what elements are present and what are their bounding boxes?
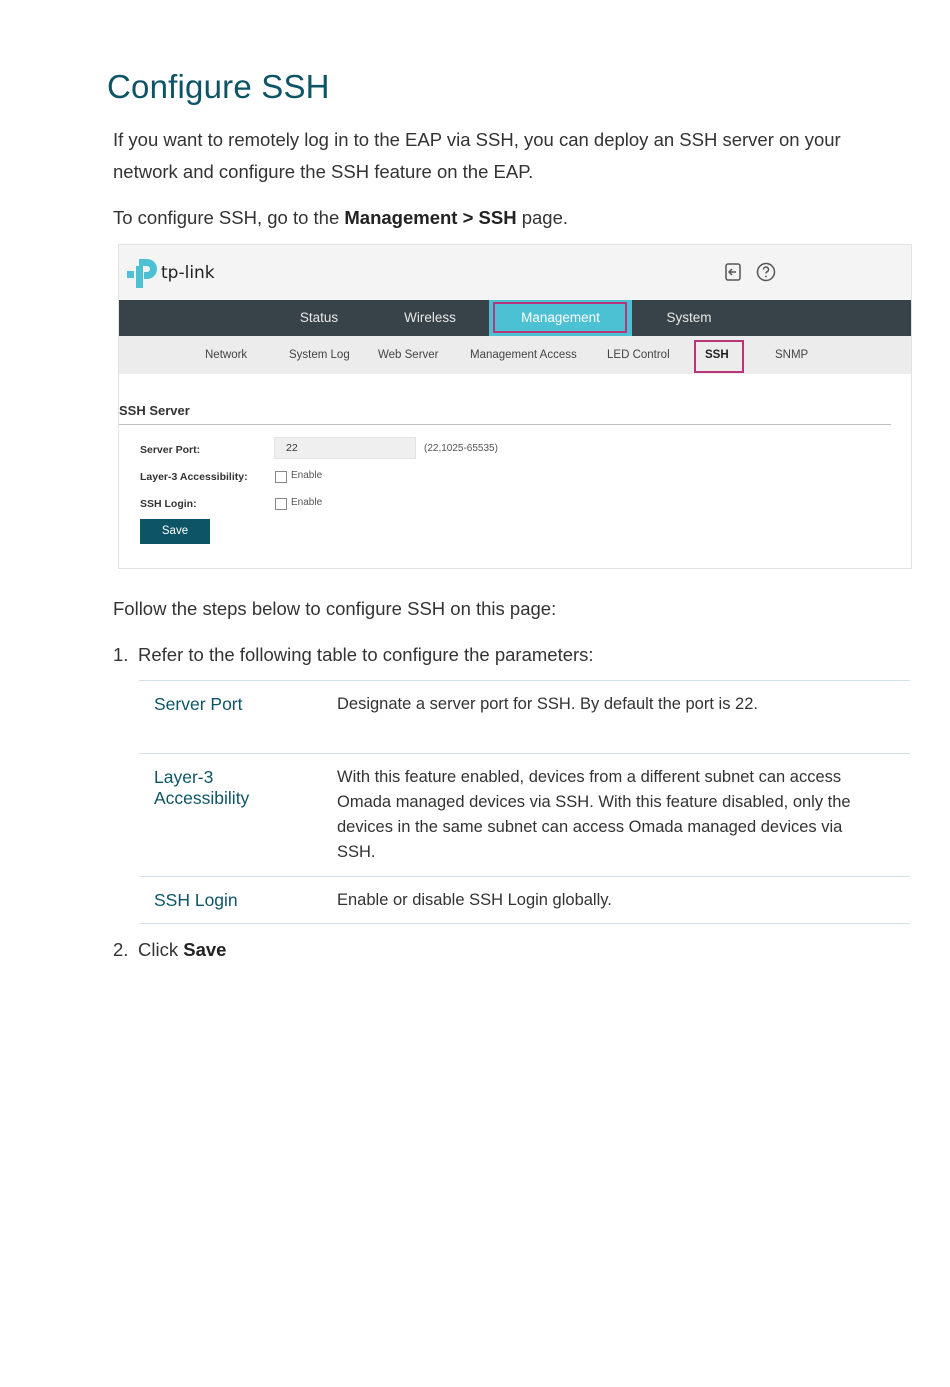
nav-suffix: page. bbox=[516, 207, 569, 228]
subtab-snmp[interactable]: SNMP bbox=[775, 349, 809, 361]
param-description-line: devices in the same subnet can access Omada managed devices via bbox=[337, 818, 843, 836]
intro-paragraph bbox=[113, 124, 841, 188]
sub-navigation bbox=[119, 336, 911, 374]
save-button[interactable]: Save bbox=[140, 519, 210, 544]
server-port-hint: (22,1025-65535) bbox=[424, 443, 498, 454]
section-divider bbox=[119, 424, 891, 425]
param-name-line: Server Port bbox=[154, 694, 243, 714]
param-description-line: SSH. bbox=[337, 843, 376, 861]
param-description bbox=[337, 888, 902, 913]
ssh-login-enable-label: Enable bbox=[291, 497, 323, 508]
step-1-text: Refer to the following table to configure the parameters: bbox=[138, 644, 594, 665]
layer3-accessibility-label: Layer-3 Accessibility: bbox=[140, 471, 248, 483]
screenshot-header bbox=[119, 245, 911, 300]
param-description-line: Omada managed devices via SSH. With this feature disabled, only the bbox=[337, 793, 851, 811]
server-port-input[interactable]: 22 bbox=[274, 437, 416, 459]
steps-intro: Follow the steps below to configure SSH on this page: bbox=[113, 598, 557, 619]
tab-status[interactable]: Status bbox=[299, 310, 339, 325]
ssh-settings-screenshot bbox=[118, 244, 912, 569]
parameter-table bbox=[139, 680, 910, 924]
logout-icon[interactable] bbox=[723, 262, 743, 282]
nav-prefix: To configure SSH, go to the bbox=[113, 207, 345, 228]
param-name-line: SSH Login bbox=[154, 890, 238, 910]
management-highlight-box bbox=[493, 302, 627, 333]
table-row bbox=[139, 753, 910, 876]
ssh-login-label: SSH Login: bbox=[140, 498, 197, 510]
param-description-line: Designate a server port for SSH. By default the port is 22. bbox=[337, 695, 758, 713]
ssh-highlight-box bbox=[694, 340, 744, 373]
subtab-led-control[interactable]: LED Control bbox=[607, 349, 670, 361]
tab-system[interactable]: System bbox=[666, 310, 712, 325]
layer3-enable-checkbox[interactable] bbox=[275, 471, 287, 483]
step-2-prefix: Click bbox=[138, 939, 184, 960]
layer3-enable-label: Enable bbox=[291, 470, 323, 481]
param-name bbox=[154, 767, 249, 809]
param-description bbox=[337, 692, 902, 717]
param-name bbox=[154, 890, 238, 911]
param-name-line: Accessibility bbox=[154, 788, 250, 808]
step-1-number: 1. bbox=[113, 644, 129, 665]
subtab-ssh[interactable]: SSH bbox=[705, 349, 729, 361]
param-description-line: Enable or disable SSH Login globally. bbox=[337, 891, 612, 909]
param-description bbox=[337, 765, 902, 865]
step-2-save-text: Save bbox=[183, 939, 227, 960]
ssh-login-enable-checkbox[interactable] bbox=[275, 498, 287, 510]
table-row bbox=[139, 876, 910, 924]
logo-text: tp-link bbox=[161, 263, 215, 283]
intro-line-1: If you want to remotely log in to the EAP via SSH, you can deploy an SSH server on your bbox=[113, 129, 841, 150]
help-icon[interactable] bbox=[756, 262, 776, 282]
page-title: Configure SSH bbox=[107, 68, 330, 105]
step-2-number: 2. bbox=[113, 939, 129, 960]
param-name-line: Layer-3 bbox=[154, 767, 214, 787]
subtab-management-access[interactable]: Management Access bbox=[470, 349, 577, 361]
intro-line-2: network and configure the SSH feature on the EAP. bbox=[113, 161, 534, 182]
server-port-label: Server Port: bbox=[140, 444, 201, 456]
tp-link-logo-icon bbox=[125, 255, 161, 291]
param-description-line: With this feature enabled, devices from a different subnet can access bbox=[337, 768, 842, 786]
step-2 bbox=[113, 939, 226, 961]
nav-path: Management > SSH bbox=[344, 207, 517, 228]
subtab-system-log[interactable]: System Log bbox=[289, 349, 350, 361]
subtab-network[interactable]: Network bbox=[205, 349, 248, 361]
subtab-web-server[interactable]: Web Server bbox=[378, 349, 439, 361]
table-row bbox=[139, 680, 910, 753]
navigation-instruction bbox=[113, 202, 568, 234]
tab-management[interactable]: Management bbox=[489, 300, 632, 336]
tab-wireless[interactable]: Wireless bbox=[404, 310, 456, 325]
step-1 bbox=[113, 644, 594, 666]
section-title: SSH Server bbox=[119, 403, 190, 418]
param-name bbox=[154, 694, 243, 715]
